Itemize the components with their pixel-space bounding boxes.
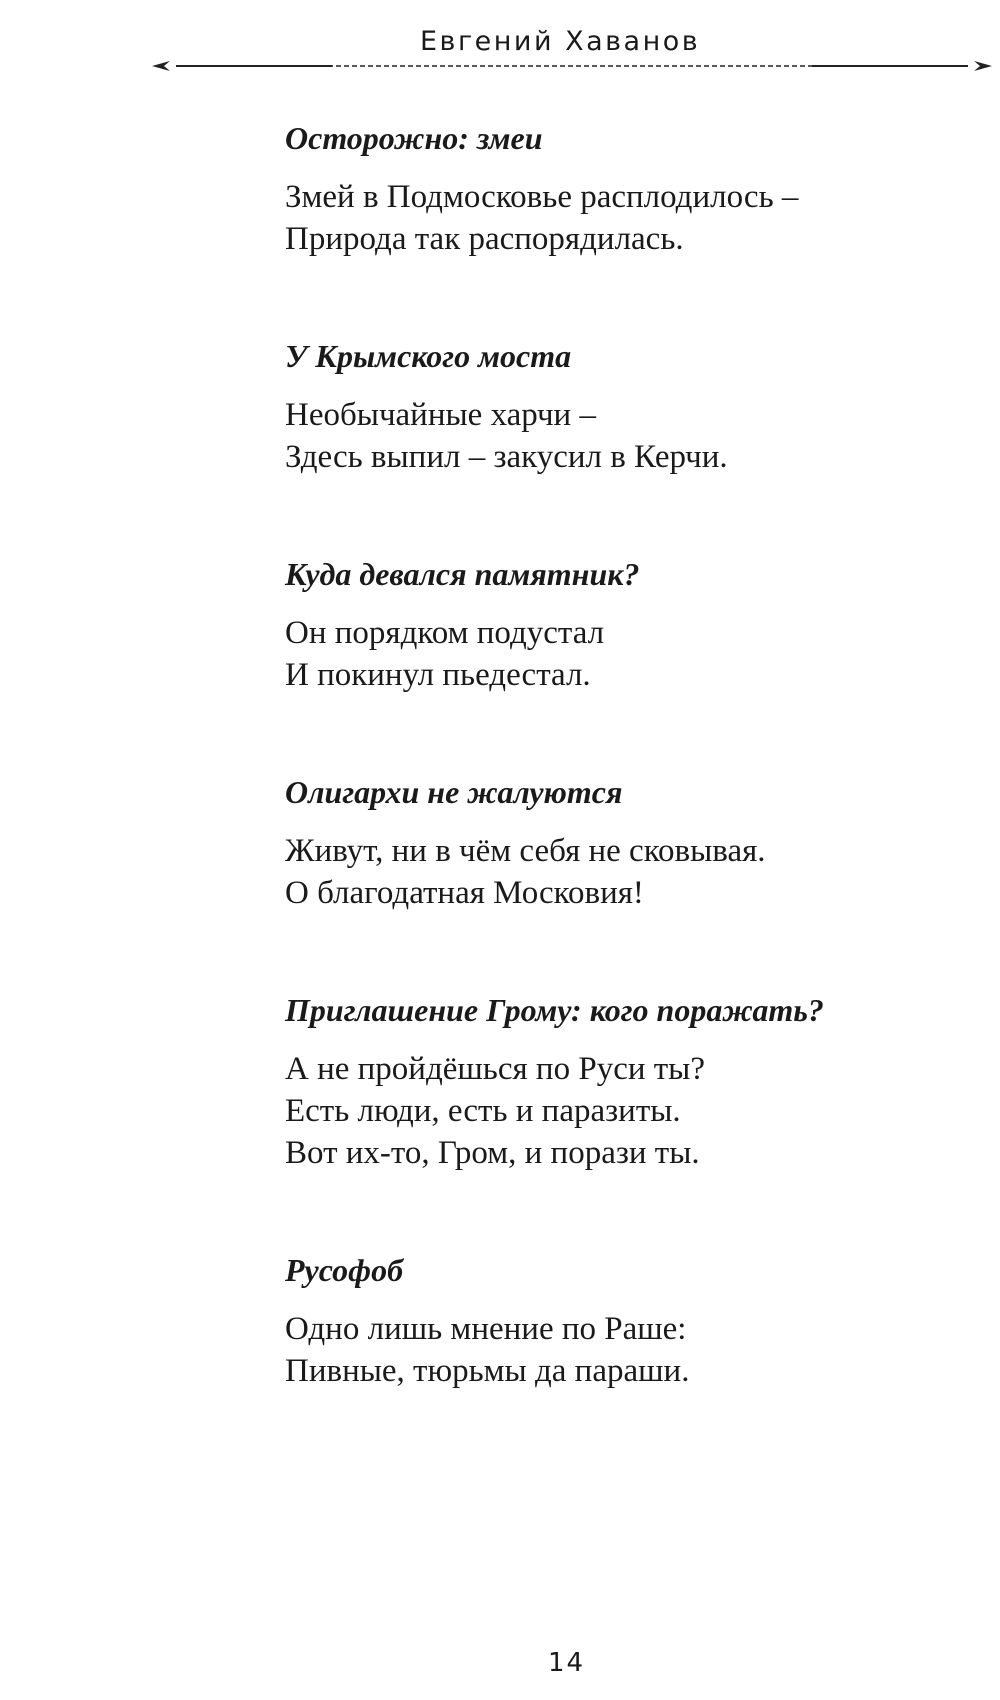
poem — [285, 772, 965, 914]
poem — [285, 554, 965, 696]
poem-line: Одно лишь мнение по Раше: — [285, 1311, 687, 1347]
poem-collection — [285, 118, 965, 1392]
poem-line: Вот их-то, Гром, и порази ты. — [285, 1135, 700, 1171]
poem-title: Куда девался памятник? — [285, 556, 640, 592]
poem-line: Природа так распорядилась. — [285, 221, 684, 257]
poem-line: А не пройдёшься по Руси ты? — [285, 1051, 705, 1087]
poem — [285, 1250, 965, 1392]
poem-title: Олигархи не жалуются — [285, 774, 623, 810]
poem-line: О благодатная Московия! — [285, 875, 644, 911]
poem-line: Необычайные харчи – — [285, 397, 596, 433]
poem-line: Здесь выпил – закусил в Керчи. — [285, 439, 728, 475]
poem-line: Пивные, тюрьмы да параши. — [285, 1353, 690, 1389]
poem — [285, 336, 965, 478]
poem-line: Живут, ни в чём себя не сковывая. — [285, 833, 766, 869]
poem-title: Осторожно: змеи — [285, 120, 543, 156]
poem-line: Змей в Подмосковье расплодилось – — [285, 179, 799, 215]
poem-line: Он порядком подустал — [285, 615, 605, 651]
poem — [285, 118, 965, 260]
poem-title: Приглашение Грому: кого поражать? — [285, 992, 824, 1028]
header-ornamental-rule — [152, 56, 992, 76]
poem-line: И покинул пьедестал. — [285, 657, 591, 693]
page-number: 14 — [548, 1648, 586, 1678]
poem-title: Русофоб — [285, 1252, 404, 1288]
poem-title: У Крымского моста — [285, 338, 572, 374]
poem — [285, 990, 965, 1174]
running-head-author: Евгений Хаванов — [420, 26, 701, 57]
poem-line: Есть люди, есть и паразиты. — [285, 1093, 681, 1129]
